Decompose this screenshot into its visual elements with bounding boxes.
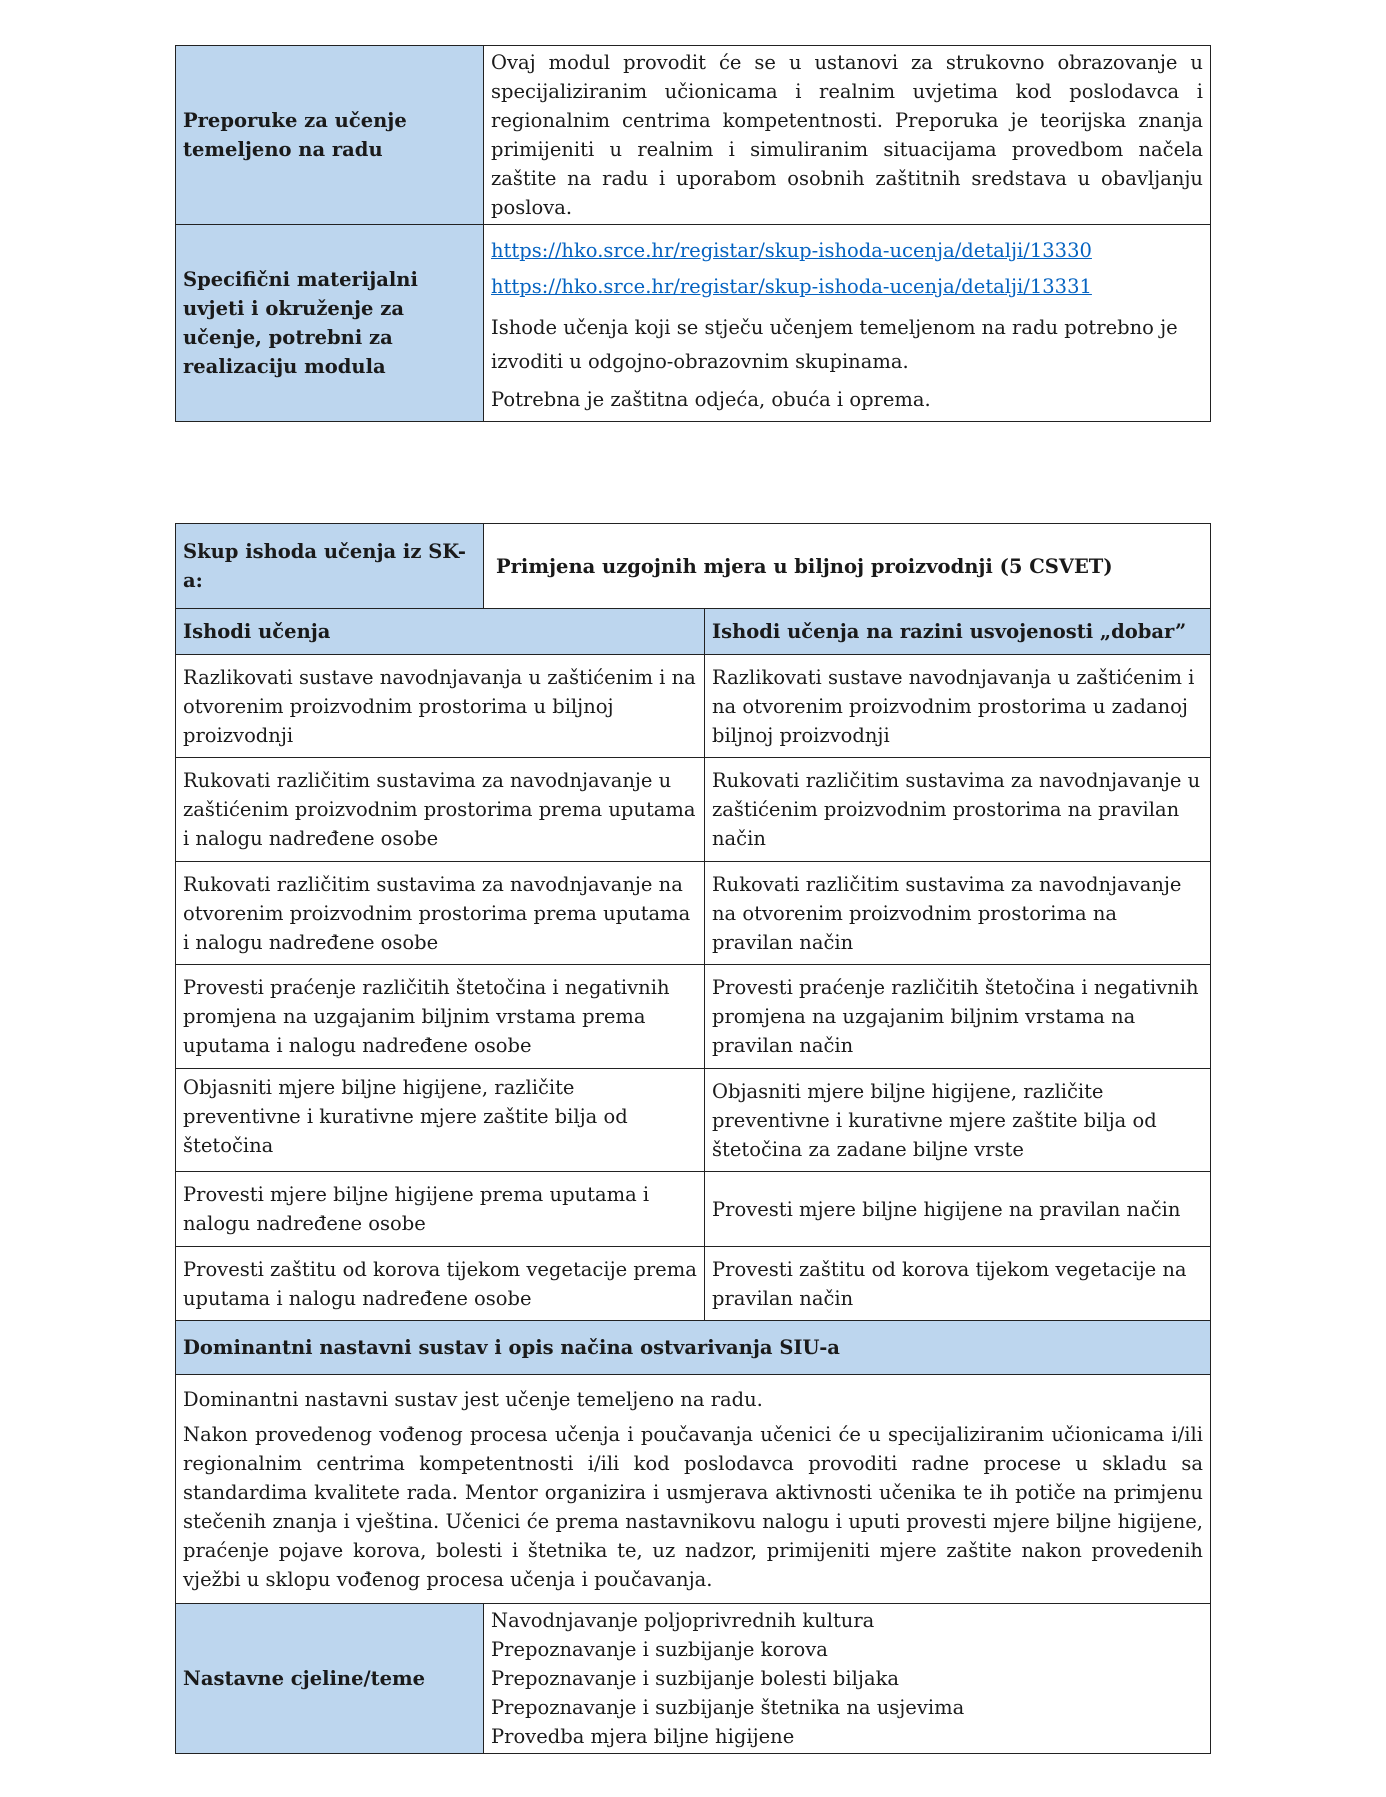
outcome-good-cell: Provesti praćenje različitih štetočina i negativnih promjena na uzgajanim biljnim vrstama na pravilan način [705,965,1211,1069]
paragraph: Dominantni nastavni sustav jest učenje temeljeno na radu. [183,1387,763,1411]
table-row [176,46,1211,225]
topic-item: Provedba mjera biljne higijene [491,1725,795,1748]
topics-row [176,1604,1211,1754]
paragraph: Potrebna je zaštitna odjeća, obuća i oprema. [491,387,931,411]
row-label: Specifični materijalni uvjeti i okruženje za učenje, potrebni za realizaciju modula [176,225,484,422]
set-title-row [176,524,1211,609]
column-header-row [176,609,1211,655]
outcome-cell: Provesti praćenje različitih štetočina i negativnih promjena na uzgajanim biljnim vrstama prema uputama i nalogu nadređene osobe [176,965,705,1069]
dominant-header-row [176,1321,1211,1375]
outcome-good-cell: Objasniti mjere biljne higijene, različite preventivne i kurativne mjere zaštite bilja od štetočina za zadane biljne vrste [705,1069,1211,1172]
table-row [176,965,1211,1069]
col-header-outcomes: Ishodi učenja [176,609,705,655]
table-row [176,1172,1211,1247]
learning-outcomes-table [175,523,1211,1754]
outcome-good-cell: Rukovati različitim sustavima za navodnjavanje u zaštićenim proizvodnim prostorima na pravilan način [705,758,1211,862]
outcome-cell: Provesti zaštitu od korova tijekom vegetacije prema uputama i nalogu nadređene osobe [176,1247,705,1321]
outcome-cell: Provesti mjere biljne higijene prema uputama i nalogu nadređene osobe [176,1172,705,1247]
outcome-cell: Razlikovati sustave navodnjavanja u zaštićenim i na otvorenim proizvodnim prostorima u biljnoj proizvodnji [176,655,705,758]
hko-link[interactable]: https://hko.srce.hr/registar/skup-ishoda-ucenja/detalji/13330 [491,238,1092,262]
topic-item: Navodnjavanje poljoprivrednih kultura [491,1609,875,1632]
outcome-good-cell: Rukovati različitim sustavima za navodnjavanje na otvorenim proizvodnim prostorima na pravilan način [705,862,1211,965]
outcome-cell: Rukovati različitim sustavima za navodnjavanje na otvorenim proizvodnim prostorima prema uputama i nalogu nadređene osobe [176,862,705,965]
table-row [176,1247,1211,1321]
paragraph: Nakon provedenog vođenog procesa učenja i poučavanja učenici će u specijaliziranim učionicama i/ili regionalnim centrima kompetentnosti i/ili kod poslodavca provoditi radne procese u skladu sa standardima kvalitete rada. Mentor organizira i usmjerava aktivnosti učenika te ih potiče na primjenu stečenih znanja i vještina. Učenici će prema nastavnikovu nalogu i uputi provesti mjere biljne higijene, praćenje pojave korova, bolesti i štetnika te, uz nadzor, primijeniti mjere zaštite nakon provedenih vježbi u sklopu vođenog procesa učenja i poučavanja. [183,1422,1203,1591]
set-title: Primjena uzgojnih mjera u biljnoj proizvodnji (5 CSVET) [484,524,1211,609]
row-content [484,225,1211,422]
topic-item: Prepoznavanje i suzbijanje bolesti biljaka [491,1667,900,1690]
outcome-cell: Rukovati različitim sustavima za navodnjavanje u zaštićenim proizvodnim prostorima prema uputama i nalogu nadređene osobe [176,758,705,862]
work-based-learning-table [175,45,1211,422]
row-text: Ovaj modul provodit će se u ustanovi za strukovno obrazovanje u specijaliziranim učionicama i realnim uvjetima kod poslodavca i regionalnim centrima kompetentnosti. Preporuka je teorijska znanja primijeniti u realnim i simuliranim situacijama provedbom načela zaštite na radu i uporabom osobnih zaštitnih sredstava u obavljanju poslova. [484,46,1211,225]
table-row [176,758,1211,862]
dominant-description [176,1375,1211,1604]
hko-link[interactable]: https://hko.srce.hr/registar/skup-ishoda-ucenja/detalji/13331 [491,274,1092,298]
topics-label: Nastavne cjeline/teme [176,1604,484,1754]
table-row [176,862,1211,965]
dominant-body-row [176,1375,1211,1604]
topics-list [484,1604,1211,1754]
outcome-cell: Objasniti mjere biljne higijene, različite preventivne i kurativne mjere zaštite bilja od štetočina [176,1069,705,1172]
outcome-good-cell: Razlikovati sustave navodnjavanja u zaštićenim i na otvorenim proizvodnim prostorima u zadanoj biljnoj proizvodnji [705,655,1211,758]
topic-item: Prepoznavanje i suzbijanje korova [491,1638,828,1661]
dominant-header: Dominantni nastavni sustav i opis načina ostvarivanja SIU-a [176,1321,1211,1375]
outcome-good-cell: Provesti mjere biljne higijene na pravilan način [705,1172,1211,1247]
topic-item: Prepoznavanje i suzbijanje štetnika na usjevima [491,1696,965,1719]
row-label: Preporuke za učenje temeljeno na radu [176,46,484,225]
set-label: Skup ishoda učenja iz SK-a: [176,524,484,609]
table-row [176,225,1211,422]
paragraph: Ishode učenja koji se stječu učenjem temeljenom na radu potrebno je izvoditi u odgojno-obrazovnim skupinama. [491,315,1178,373]
table-row [176,655,1211,758]
col-header-good-level: Ishodi učenja na razini usvojenosti „dobar” [705,609,1211,655]
outcome-good-cell: Provesti zaštitu od korova tijekom vegetacije na pravilan način [705,1247,1211,1321]
table-row [176,1069,1211,1172]
